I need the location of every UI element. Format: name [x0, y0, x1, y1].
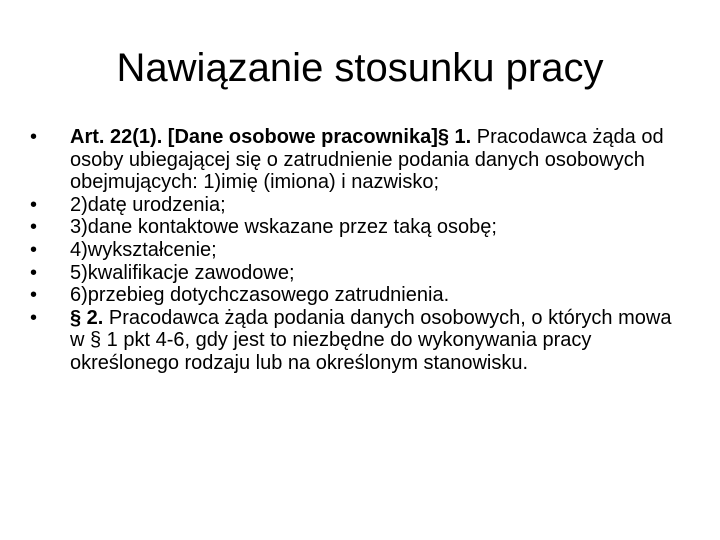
list-item-art-22-1	[30, 126, 680, 194]
bullet-list	[30, 126, 680, 375]
item-text: 3)dane kontaktowe wskazane przez taką osobę;	[70, 216, 497, 239]
item-text: Pracodawca żąda podania danych osobowych, o których mowa w § 1 pkt 4-6, gdy jest to niezbędne do wykonywania pracy określonego rodzaju lub na określonym stanowisku.	[70, 306, 672, 374]
bullet-icon: •	[30, 216, 38, 239]
list-item-education	[30, 239, 680, 262]
bullet-icon: •	[30, 238, 38, 261]
list-item-paragraph-2	[30, 307, 680, 375]
item-text: 4)wykształcenie;	[70, 238, 217, 261]
list-item-qualifications	[30, 262, 680, 285]
item-text: 6)przebieg dotychczasowego zatrudnienia.	[70, 284, 450, 307]
item-text: 5)kwalifikacje zawodowe;	[70, 261, 295, 284]
item-text: 2)datę urodzenia;	[70, 193, 226, 216]
bullet-icon: •	[30, 193, 38, 216]
item-text: Pracodawca żąda od osoby ubiegającej się o zatrudnienie podania danych osobowych obejmujących: 1)imię (imiona) i nazwisko;	[70, 126, 664, 194]
bullet-icon: •	[30, 306, 38, 329]
slide-title: Nawiązanie stosunku pracy	[116, 46, 604, 90]
list-item-contact-data	[30, 216, 680, 239]
list-item-date-of-birth	[30, 194, 680, 217]
list-item-employment-history	[30, 284, 680, 307]
bullet-icon: •	[30, 261, 38, 284]
bullet-icon: •	[30, 284, 38, 307]
article-reference: Art. 22(1). [Dane osobowe pracownika]§ 1.	[70, 126, 472, 148]
bullet-icon: •	[30, 126, 38, 148]
paragraph-reference: § 2.	[70, 306, 104, 329]
